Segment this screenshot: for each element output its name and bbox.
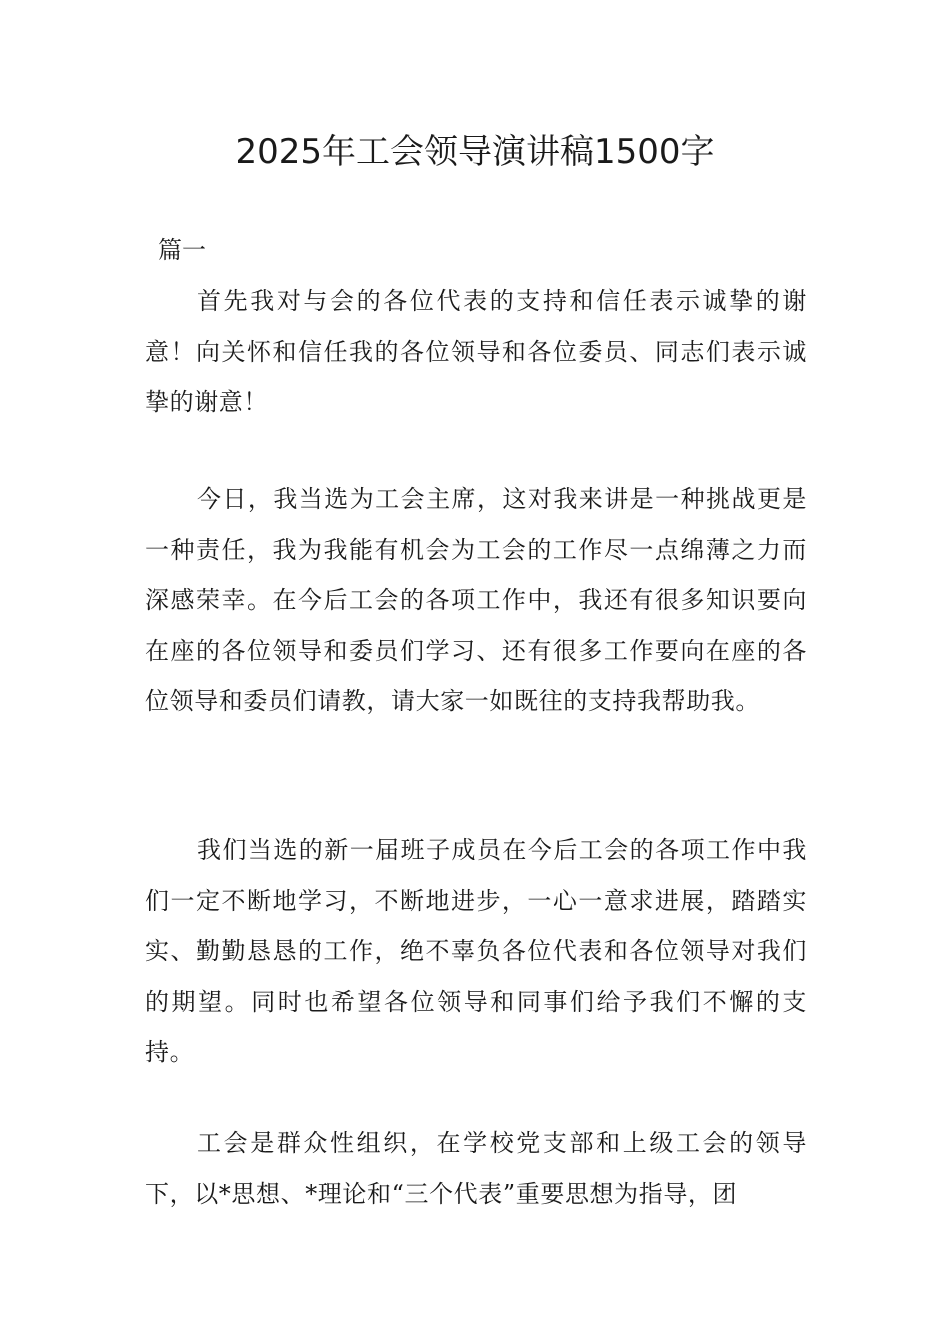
section-label: 篇一 [158,236,206,264]
paragraph-1: 首先我对与会的各位代表的支持和信任表示诚挚的谢意！向关怀和信任我的各位领导和各位委员、同志们表示诚挚的谢意！ [145,287,807,416]
document-title: 2025年工会领导演讲稿1500字 [235,132,715,172]
paragraph-4: 工会是群众性组织，在学校党支部和上级工会的领导下，以*思想、*理论和“三个代表”重要思想为指导，团 [145,1129,807,1208]
paragraph-3: 我们当选的新一届班子成员在今后工会的各项工作中我们一定不断地学习，不断地进步，一心一意求进展，踏踏实实、勤勤恳恳的工作，绝不辜负各位代表和各位领导对我们的期望。同时也希望各位领导和同事们给予我们不懈的支持。 [145,836,807,1066]
paragraph-2: 今日，我当选为工会主席，这对我来讲是一种挑战更是一种责任，我为我能有机会为工会的工作尽一点绵薄之力而深感荣幸。在今后工会的各项工作中，我还有很多知识要向在座的各位领导和委员们学习、还有很多工作要向在座的各位领导和委员们请教，请大家一如既往的支持我帮助我。 [145,485,807,715]
